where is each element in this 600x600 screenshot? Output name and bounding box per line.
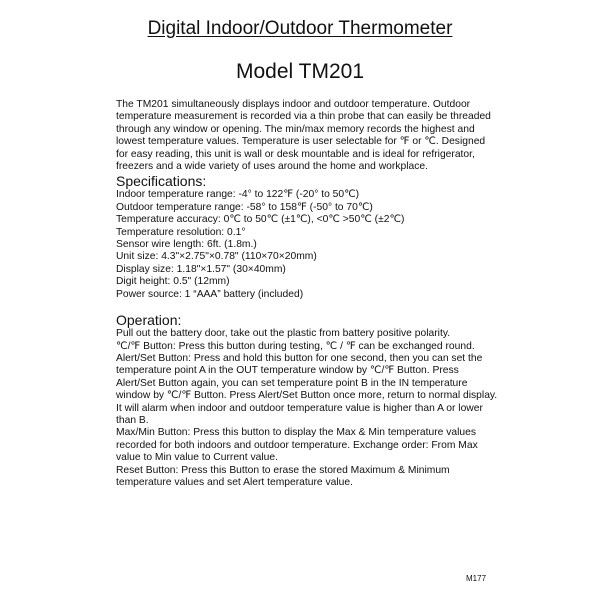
spec-item: Sensor wire length: 6ft. (1.8m.)	[116, 239, 257, 251]
operation-intro: Pull out the battery door, take out the plastic from battery positive polarity.	[116, 328, 451, 340]
unit-button-paragraph: ℃/℉ Button: Press this button during testing, ℃ / ℉ can be exchanged round.	[116, 340, 475, 352]
reset-button-paragraph: Reset Button: Press this Button to erase the stored Maximum & Minimum temperature values and set Alert temperature value.	[116, 464, 450, 488]
model-heading: Model TM201	[235, 60, 364, 83]
specifications-heading: Specifications:	[116, 173, 207, 190]
operation-heading: Operation:	[116, 312, 182, 329]
footer-code: M177	[466, 574, 487, 583]
spec-item: Temperature accuracy: 0℃ to 50℃ (±1℃), <0℃ >50℃ (±2℃)	[116, 214, 405, 226]
alert-set-button-paragraph: Alert/Set Button: Press and hold this button for one second, then you can set the temperature point A in the OUT temperature window by ℃/℉ Button. Press Alert/Set Button again, you can set temperature point B in the IN temperature window by ℃/℉ Button. Press Alert/Set Button once more, return to normal display. It will alarm when indoor and outdoor temperature value is higher than A or lower than B.	[116, 352, 498, 426]
spec-item: Outdoor temperature range: -58° to 158℉ (-50° to 70℃)	[116, 201, 373, 213]
document-title: Digital Indoor/Outdoor Thermometer	[147, 18, 453, 39]
document-body	[116, 99, 500, 489]
spec-item: Digit height: 0.5" (12mm)	[116, 276, 230, 288]
specifications-list	[116, 189, 500, 301]
spec-item: Power source: 1 “AAA” battery (included)	[116, 288, 304, 300]
max-min-button-paragraph: Max/Min Button: Press this button to display the Max & Min temperature values recorded for both indoors and outdoor temperature. Exchange order: From Max value to Min value to Current value.	[116, 427, 478, 464]
spec-item: Indoor temperature range: -4° to 122℉ (-20° to 50℃)	[116, 189, 360, 201]
spec-item: Temperature resolution: 0.1°	[116, 226, 246, 238]
spec-item: Display size: 1.18"×1.57" (30×40mm)	[116, 263, 286, 275]
intro-paragraph: The TM201 simultaneously displays indoor and outdoor temperature. Outdoor temperature measurement is recorded via a thin probe that can easily be threaded through any window or opening. The min/max memory records the highest and lowest temperature values. Temperature is user selectable for ℉ or ℃. Designed for easy reading, this unit is wall or desk mountable and is ideal for refrigerator, freezers and a wide variety of uses around the home and workplace.	[116, 99, 491, 173]
spec-item: Unit size: 4.3"×2.75"×0.78" (110×70×20mm)	[116, 251, 317, 263]
